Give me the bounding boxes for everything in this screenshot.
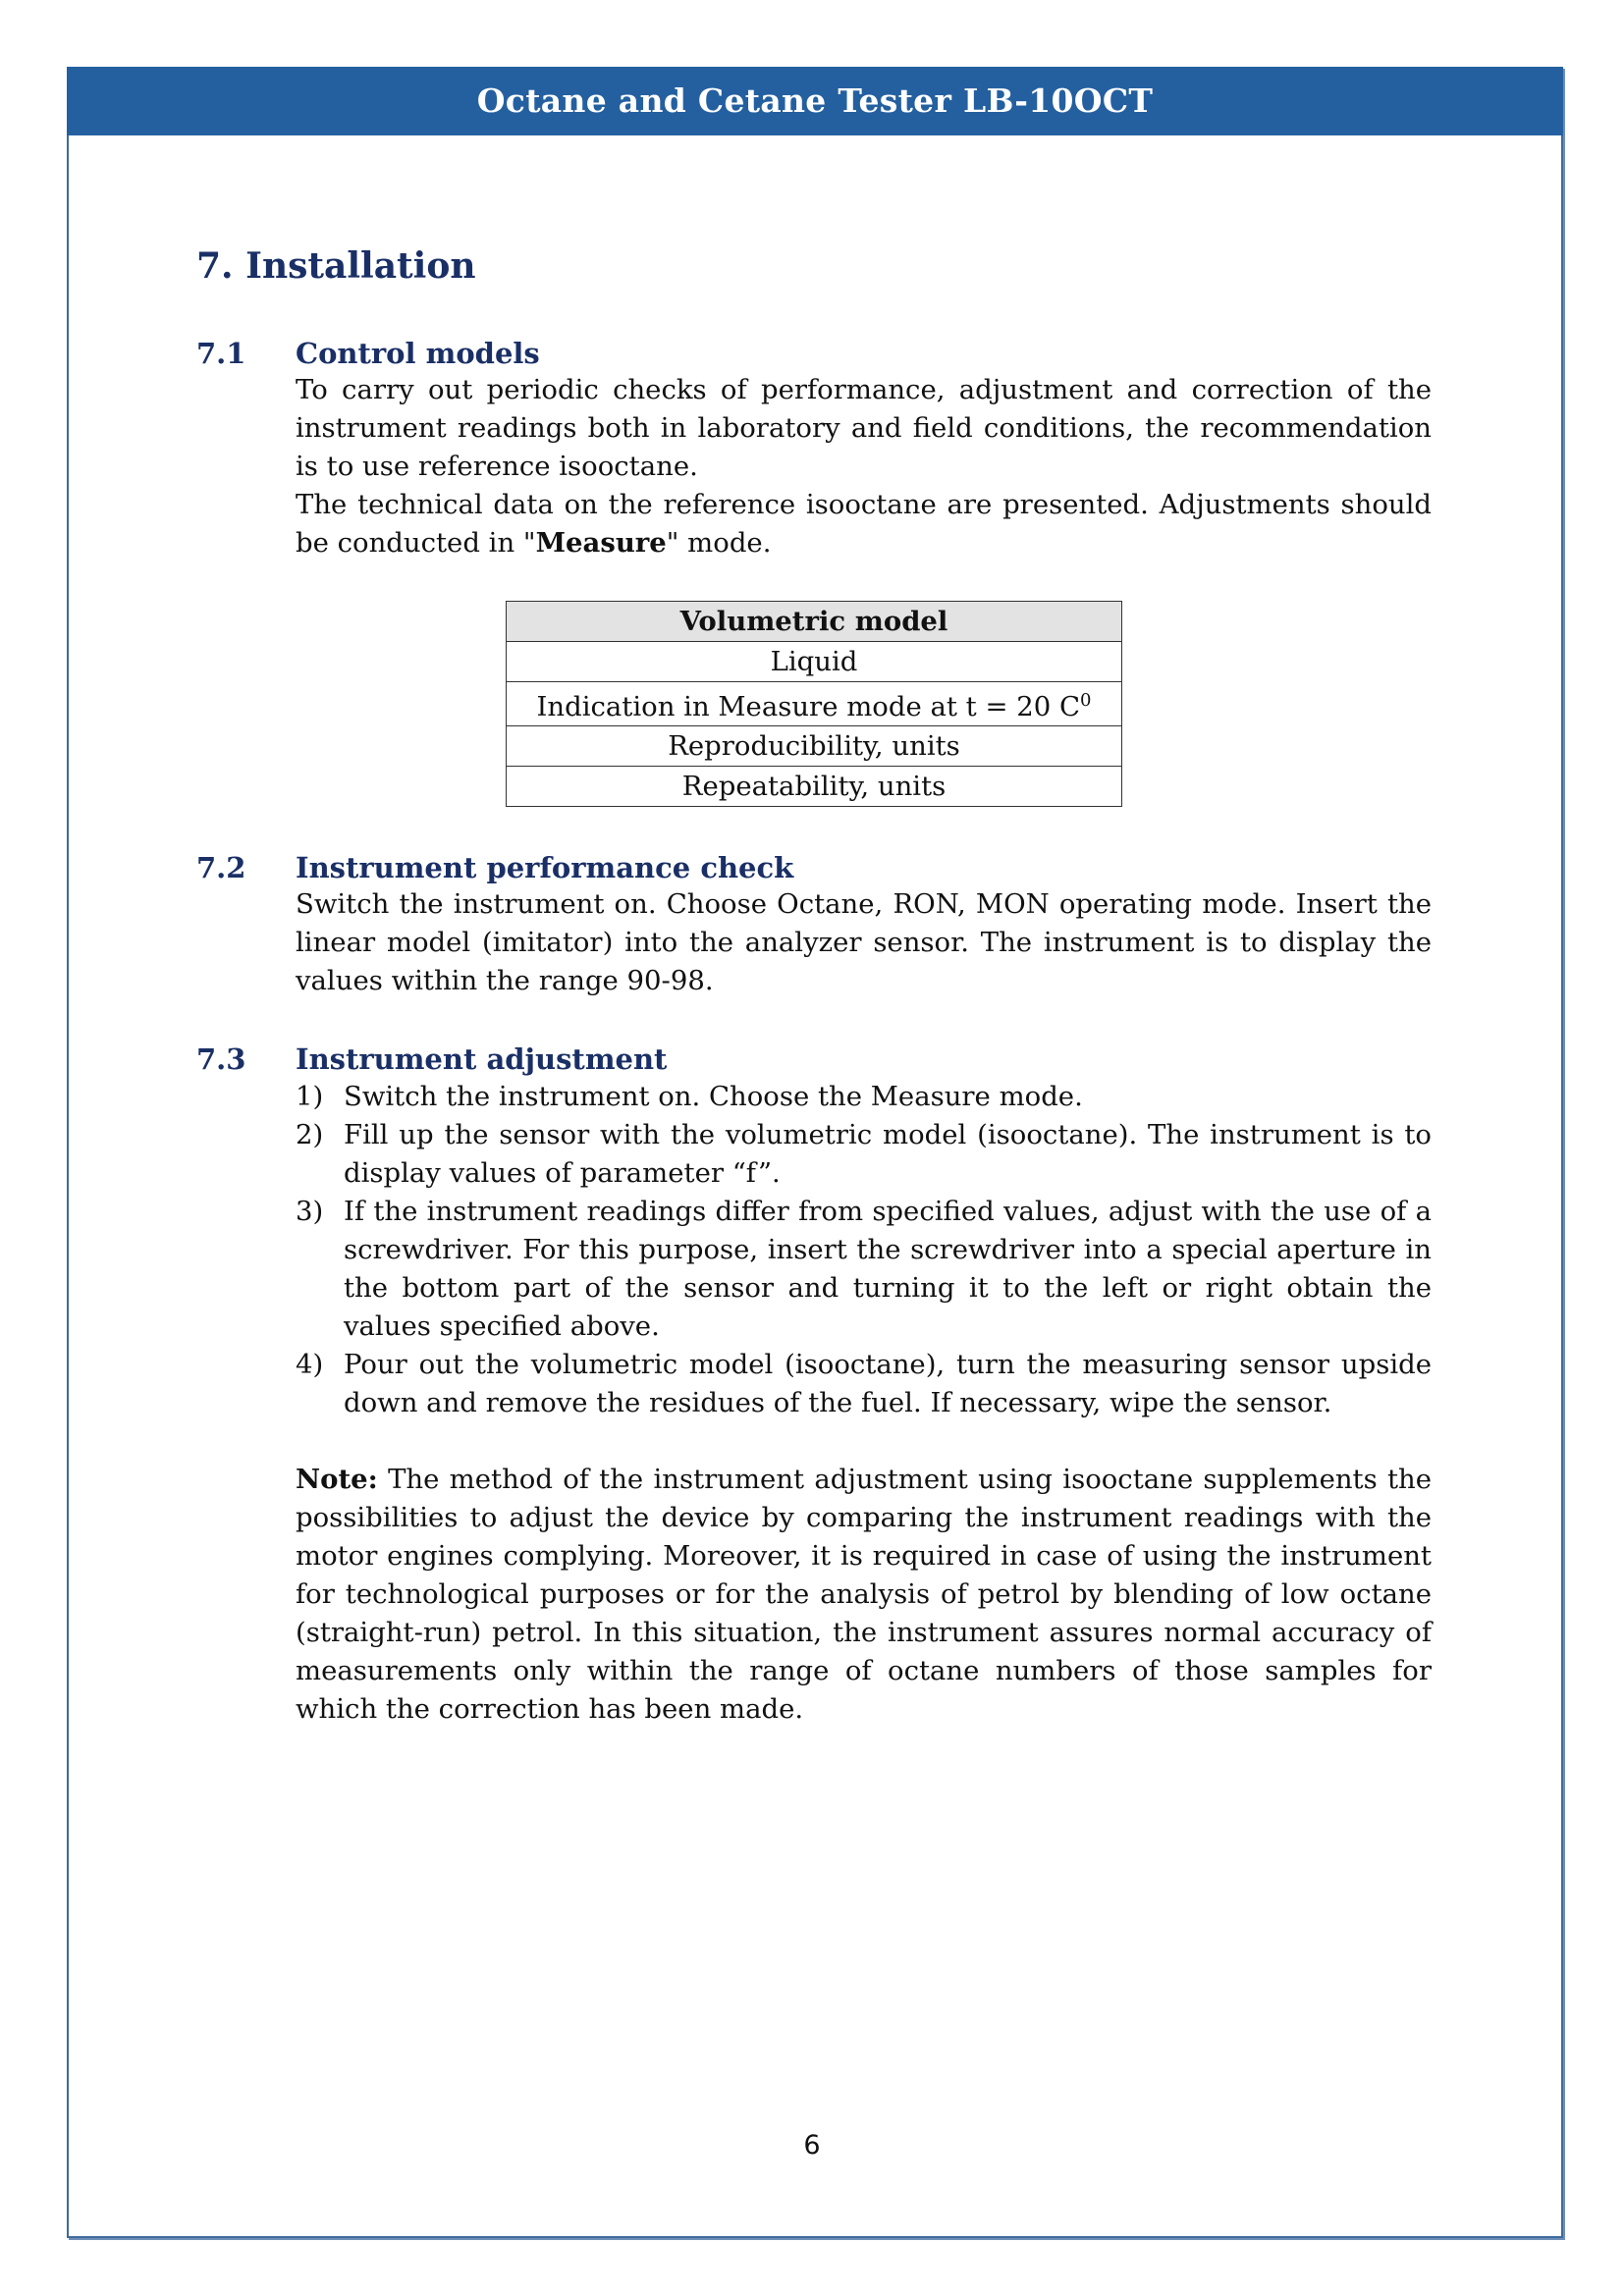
table-header: Volumetric model [507,602,1122,642]
document-header [67,67,1563,135]
table-cell: Reproducibility, units [507,726,1122,767]
section-paragraph: The technical data on the reference isooctane are presented. Adjustments should be conducted in "Measure" mode. [296,489,1432,559]
list-item: 3) If the instrument readings differ from specified values, adjust with the use of a screwdriver. For this purpose, insert the screwdriver into a special aperture in the bottom part of the sensor and turning it to the left or right obtain the values specified above. [296,1196,1432,1342]
section-paragraph: Switch the instrument on. Choose Octane, RON, MON operating mode. Insert the linear model (imitator) into the analyzer sensor. The instrument is to display the values within the range 90-98. [296,888,1432,996]
table-cell: Indication in Measure mode at t = 20 $C^0$ [507,682,1122,726]
note-text: The method of the instrument adjustment using isooctane supplements the possibilities to adjust the device by comparing the instrument readings with the motor engines complying. Moreover, it is required in case of using the instrument for technological purposes or for the analysis of petrol by blending of low octane (straight-run) petrol. In this situation, the instrument assures normal accuracy of measurements only within the range of octane numbers of those samples for which the correction has been made. [296,1464,1432,1725]
table-row [507,726,1122,767]
list-item: 4) Pour out the volumetric model (isooctane), turn the measuring sensor upside down and remove the residues of the fuel. If necessary, wipe the sensor. [296,1349,1432,1418]
page-number: 6 [803,2130,821,2161]
section-paragraph: To carry out periodic checks of performance, adjustment and correction of the instrument readings both in laboratory and field conditions, the recommendation is to use reference isooctane. [296,374,1432,482]
list-item: 1) Switch the instrument on. Choose the Measure mode. [296,1081,1083,1112]
section-number: 7.1 [196,337,246,370]
table-row [507,682,1122,726]
section-title: Instrument adjustment [296,1042,668,1076]
table-cell: Repeatability, units [507,767,1122,807]
list-item: 2) Fill up the sensor with the volumetric model (isooctane). The instrument is to display values of parameter “f”. [296,1119,1432,1189]
page-title: 7. Installation [196,245,476,287]
section-number: 7.2 [196,851,246,884]
note-label: Note: [296,1464,378,1495]
section-title: Instrument performance check [296,851,794,884]
degree-superscript: 0 [1080,690,1092,711]
document-title: Octane and Cetane Tester LB-10OCT [476,81,1154,120]
note-paragraph [296,1461,1432,1729]
table-row [507,767,1122,807]
table-row [507,642,1122,682]
volumetric-model-table [506,601,1122,807]
measure-mode-term: Measure [535,527,667,559]
table-cell: Liquid [507,642,1122,682]
section-title: Control models [296,337,540,370]
adjustment-steps-list [296,1078,1432,1422]
section-number: 7.3 [196,1042,246,1076]
